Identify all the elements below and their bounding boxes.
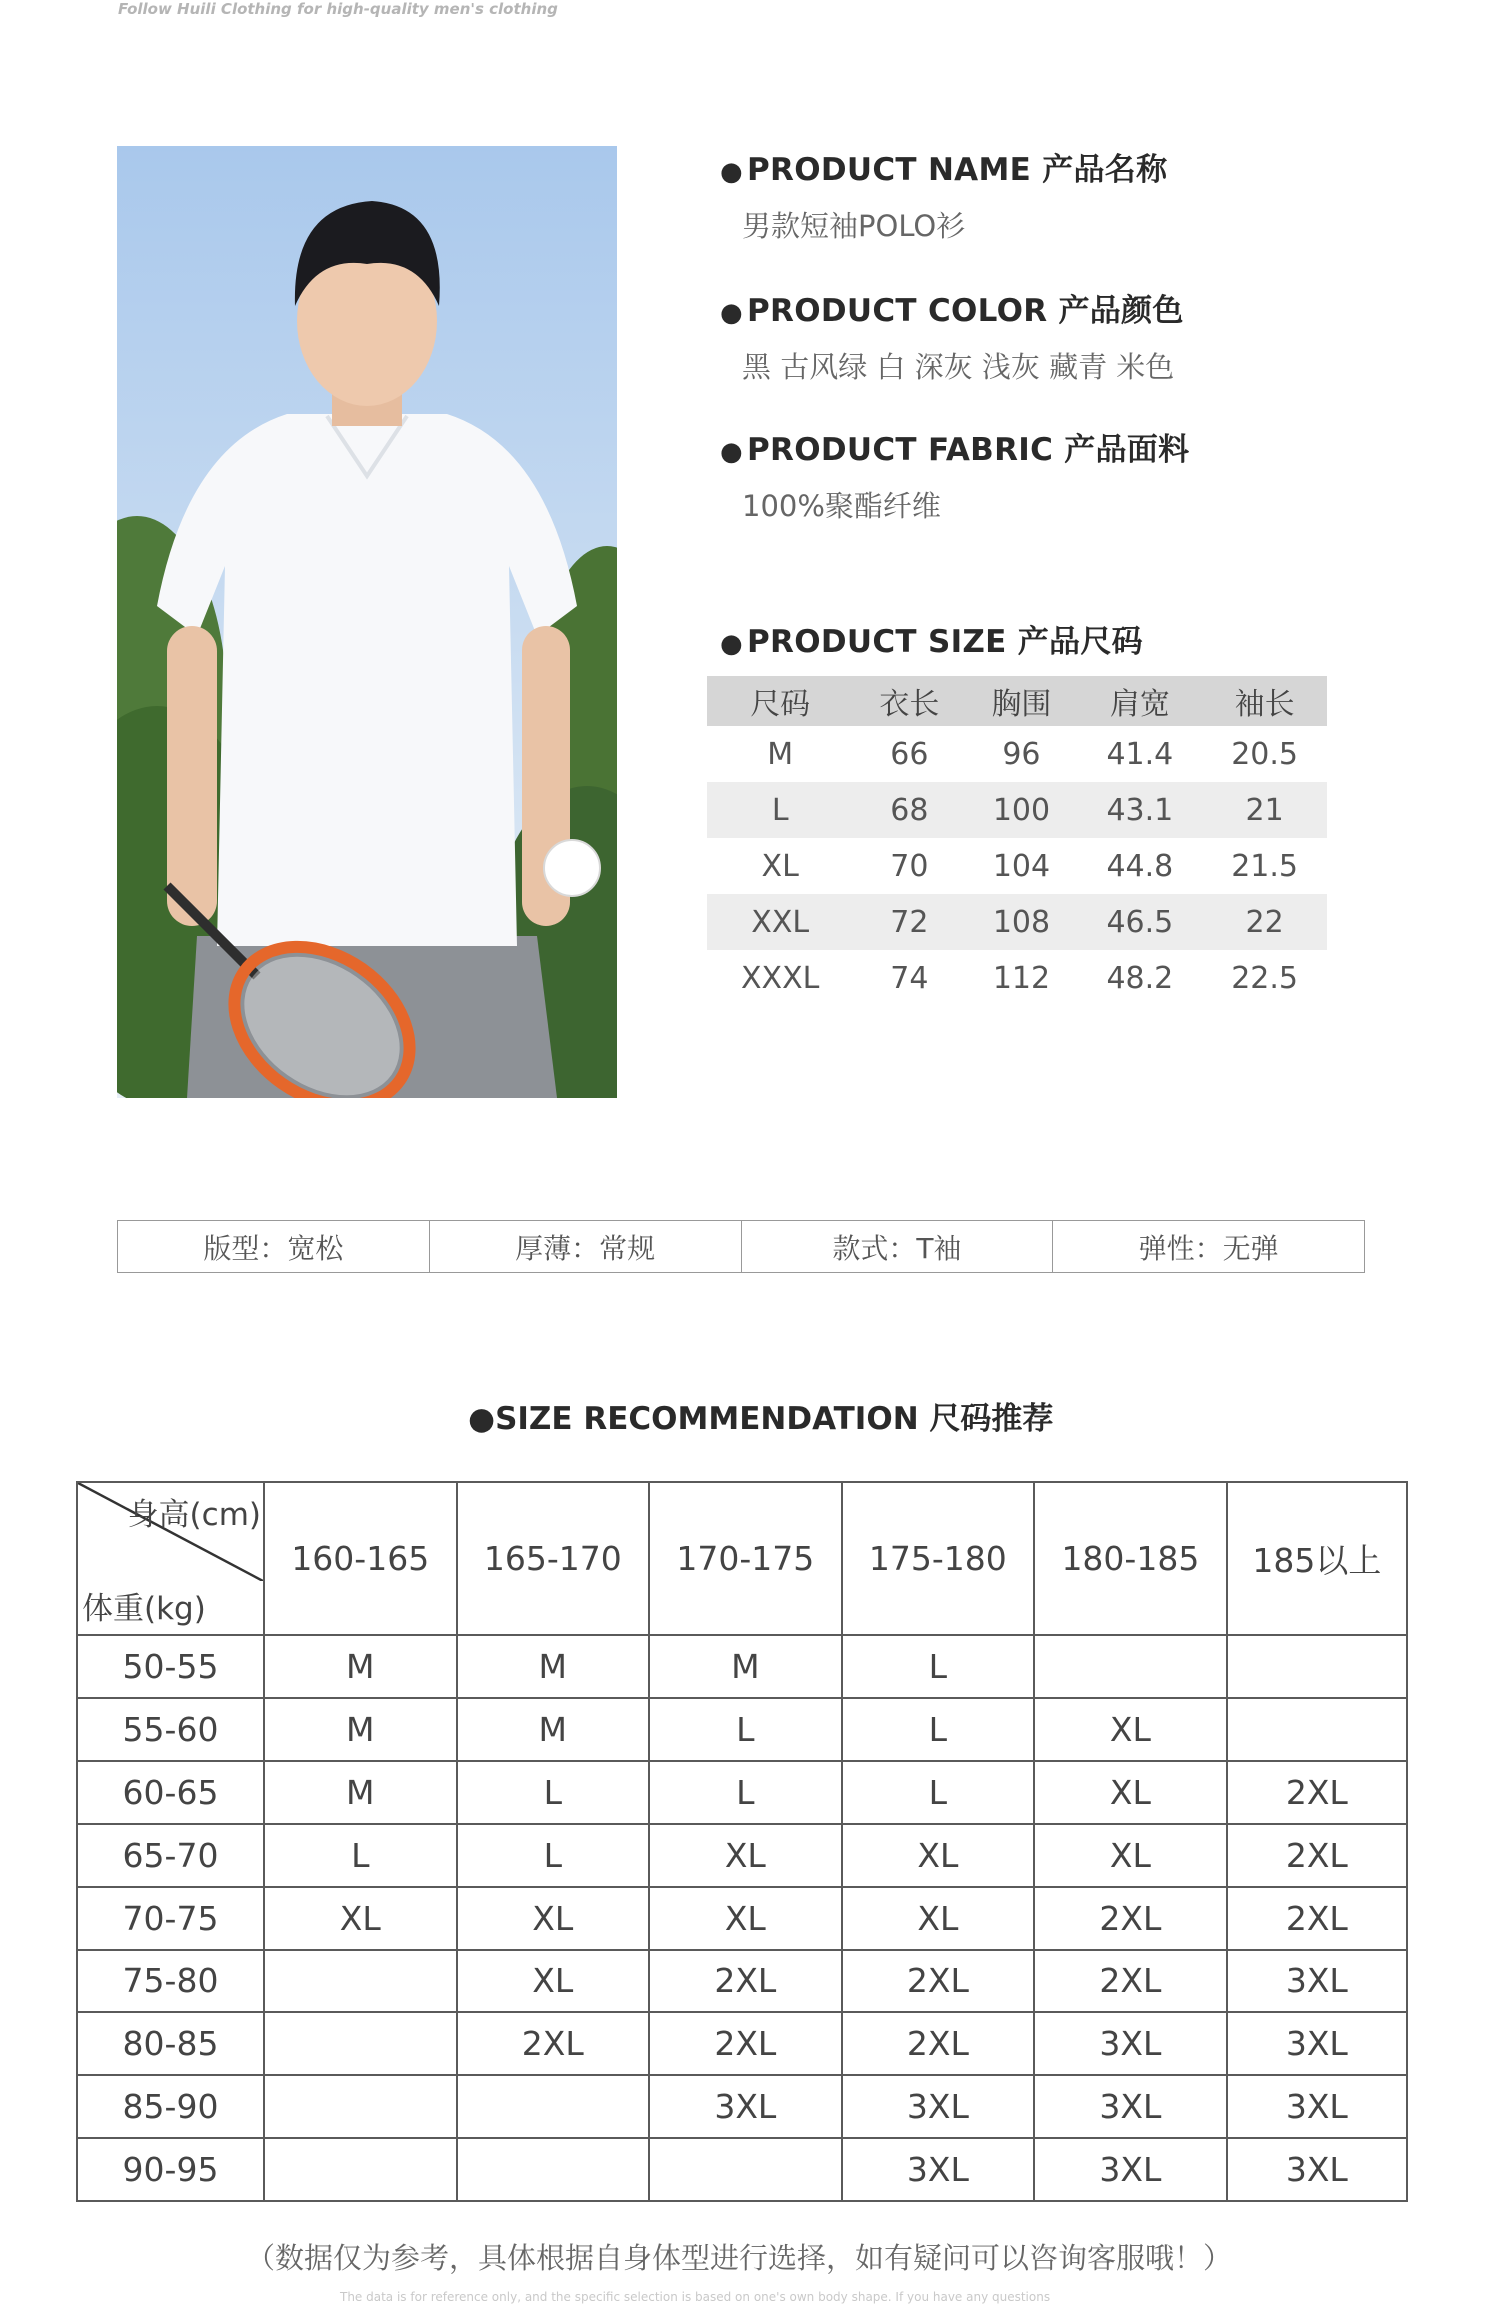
size-table-row <box>707 950 1327 1006</box>
product-photo <box>117 146 617 1098</box>
product-name-value: 男款短袖POLO衫 <box>742 209 966 243</box>
recommended-size-cell: XL <box>842 1824 1035 1887</box>
recommendation-row <box>77 1761 1407 1824</box>
recommendation-row <box>77 1698 1407 1761</box>
size-cell: 22 <box>1202 894 1327 950</box>
recommended-size-cell <box>1034 1635 1227 1698</box>
product-color-value: 黑 古风绿 白 深灰 浅灰 藏青 米色 <box>742 350 1175 384</box>
recommended-size-cell: 3XL <box>842 2075 1035 2138</box>
recommended-size-cell: 2XL <box>1034 1950 1227 2013</box>
attribute-fit: 版型：宽松 <box>118 1221 430 1272</box>
size-cell: XL <box>761 848 799 884</box>
bullet-icon: ● <box>720 629 743 659</box>
height-axis-label: 身高(cm) <box>127 1497 261 1533</box>
size-recommendation-table <box>76 1481 1408 2202</box>
recommended-size-cell: XL <box>649 1887 842 1950</box>
recommended-size-cell <box>1227 1635 1407 1698</box>
recommended-size-cell: 3XL <box>1034 2075 1227 2138</box>
recommended-size-cell <box>457 2138 650 2201</box>
recommended-size-cell: 2XL <box>1227 1824 1407 1887</box>
recommended-size-cell: XL <box>1034 1824 1227 1887</box>
size-cell: 96 <box>1002 736 1041 772</box>
size-cell: 21.5 <box>1231 848 1298 884</box>
product-color-heading: ● PRODUCT COLOR 产品颜色 <box>720 293 1184 329</box>
recommendation-row <box>77 2012 1407 2075</box>
recommended-size-cell <box>264 2012 457 2075</box>
recommendation-corner-cell <box>77 1482 264 1635</box>
weight-range-cell: 90-95 <box>77 2138 264 2201</box>
height-header-cell: 165-170 <box>457 1482 650 1635</box>
recommended-size-cell: M <box>264 1635 457 1698</box>
product-name-heading: ● PRODUCT NAME 产品名称 <box>720 152 1168 188</box>
footnote-english: The data is for reference only, and the specific selection is based on one's own body shape. If you have any questions <box>340 2290 1051 2304</box>
product-fabric-heading: ● PRODUCT FABRIC 产品面料 <box>720 432 1190 468</box>
size-cell: 72 <box>853 894 965 950</box>
weight-range-cell: 65-70 <box>77 1824 264 1887</box>
size-cell: 100 <box>965 782 1077 838</box>
size-table-row <box>707 894 1327 950</box>
recommended-size-cell: 3XL <box>1227 2138 1407 2201</box>
weight-range-cell: 75-80 <box>77 1950 264 2013</box>
recommended-size-cell <box>457 2075 650 2138</box>
recommended-size-cell: 3XL <box>1227 1950 1407 2013</box>
recommended-size-cell <box>649 2138 842 2201</box>
recommended-size-cell <box>264 2075 457 2138</box>
size-table-row <box>707 726 1327 782</box>
recommended-size-cell: 3XL <box>1034 2138 1227 2201</box>
size-table-header <box>707 676 1327 726</box>
recommended-size-cell: L <box>457 1761 650 1824</box>
size-cell: 48.2 <box>1106 960 1174 996</box>
recommended-size-cell: L <box>842 1761 1035 1824</box>
attribute-thickness: 厚薄：常规 <box>430 1221 742 1272</box>
height-header-cell: 175-180 <box>842 1482 1035 1635</box>
size-cell: 44.8 <box>1106 848 1174 884</box>
size-cell: L <box>707 782 853 838</box>
size-cell: 74 <box>890 960 929 996</box>
recommended-size-cell: M <box>457 1635 650 1698</box>
weight-range-cell: 50-55 <box>77 1635 264 1698</box>
attribute-strip <box>117 1220 1365 1273</box>
recommendation-row <box>77 1887 1407 1950</box>
recommended-size-cell: XL <box>457 1950 650 2013</box>
recommended-size-cell: XL <box>649 1824 842 1887</box>
size-cell: 66 <box>890 736 929 772</box>
weight-range-cell: 80-85 <box>77 2012 264 2075</box>
recommended-size-cell: M <box>264 1761 457 1824</box>
recommended-size-cell: L <box>649 1698 842 1761</box>
height-header-cell: 160-165 <box>264 1482 457 1635</box>
recommended-size-cell: XL <box>457 1887 650 1950</box>
recommended-size-cell: 3XL <box>1227 2012 1407 2075</box>
recommended-size-cell: XL <box>842 1887 1035 1950</box>
size-header-cell: 袖长 <box>1202 676 1327 726</box>
size-cell: 21 <box>1202 782 1327 838</box>
size-table-row <box>707 782 1327 838</box>
recommended-size-cell: L <box>842 1635 1035 1698</box>
recommended-size-cell: 2XL <box>842 2012 1035 2075</box>
recommended-size-cell: 2XL <box>649 2012 842 2075</box>
recommended-size-cell <box>264 2138 457 2201</box>
weight-range-cell: 60-65 <box>77 1761 264 1824</box>
product-fabric-value: 100%聚酯纤维 <box>742 489 941 523</box>
recommended-size-cell: M <box>264 1698 457 1761</box>
recommendation-row <box>77 1950 1407 2013</box>
size-table-row <box>707 838 1327 894</box>
size-cell: 43.1 <box>1077 782 1202 838</box>
size-cell: 112 <box>992 960 1051 996</box>
recommended-size-cell: M <box>457 1698 650 1761</box>
recommended-size-cell: L <box>264 1824 457 1887</box>
height-header-cell: 185以上 <box>1227 1482 1407 1635</box>
recommendation-row <box>77 1635 1407 1698</box>
size-cell: 20.5 <box>1231 736 1298 772</box>
brand-tagline: Follow Huili Clothing for high-quality men's clothing <box>118 0 558 18</box>
size-cell: 46.5 <box>1077 894 1202 950</box>
size-header-cell: 肩宽 <box>1077 676 1202 726</box>
recommended-size-cell: 3XL <box>649 2075 842 2138</box>
recommended-size-cell: XL <box>264 1887 457 1950</box>
size-cell: XXXL <box>741 960 820 996</box>
size-cell: 108 <box>965 894 1077 950</box>
recommendation-row <box>77 2075 1407 2138</box>
recommended-size-cell: 2XL <box>649 1950 842 2013</box>
recommended-size-cell: 2XL <box>1227 1761 1407 1824</box>
bullet-icon: ● <box>720 437 743 467</box>
recommended-size-cell <box>264 1950 457 2013</box>
recommended-size-cell: L <box>649 1761 842 1824</box>
weight-range-cell: 55-60 <box>77 1698 264 1761</box>
recommended-size-cell: 2XL <box>842 1950 1035 2013</box>
weight-range-cell: 85-90 <box>77 2075 264 2138</box>
recommended-size-cell <box>1227 1698 1407 1761</box>
height-header-cell: 170-175 <box>649 1482 842 1635</box>
size-cell: 104 <box>992 848 1051 884</box>
weight-range-cell: 70-75 <box>77 1887 264 1950</box>
recommended-size-cell: 2XL <box>1034 1887 1227 1950</box>
recommendation-row <box>77 2138 1407 2201</box>
size-cell: 68 <box>853 782 965 838</box>
size-cell: 70 <box>890 848 929 884</box>
height-header-cell: 180-185 <box>1034 1482 1227 1635</box>
size-header-cell: 尺码 <box>707 676 853 726</box>
recommended-size-cell: XL <box>1034 1761 1227 1824</box>
recommendation-row <box>77 1824 1407 1887</box>
size-recommendation-heading: ●SIZE RECOMMENDATION 尺码推荐 <box>468 1401 1054 1437</box>
bullet-icon: ● <box>720 157 743 187</box>
size-cell: 41.4 <box>1106 736 1174 772</box>
recommended-size-cell: M <box>649 1635 842 1698</box>
recommended-size-cell: 3XL <box>842 2138 1035 2201</box>
bullet-icon: ● <box>468 1401 496 1437</box>
recommended-size-cell: 2XL <box>457 2012 650 2075</box>
size-table <box>707 676 1327 1006</box>
bullet-icon: ● <box>720 298 743 328</box>
product-size-heading: ● PRODUCT SIZE 产品尺码 <box>720 624 1143 660</box>
size-cell: M <box>767 736 794 772</box>
size-cell: XXL <box>707 894 853 950</box>
recommended-size-cell: 3XL <box>1227 2075 1407 2138</box>
recommended-size-cell: 3XL <box>1034 2012 1227 2075</box>
footnote: （数据仅为参考，具体根据自身体型进行选择，如有疑问可以咨询客服哦！） <box>246 2241 1233 2275</box>
recommendation-header-row <box>77 1482 1407 1635</box>
size-header-cell: 衣长 <box>853 676 965 726</box>
attribute-elasticity: 弹性：无弹 <box>1138 1231 1279 1265</box>
weight-axis-label: 体重(kg) <box>82 1591 206 1628</box>
recommended-size-cell: 2XL <box>1227 1887 1407 1950</box>
attribute-style: 款式：T袖 <box>742 1221 1054 1272</box>
size-header-cell: 胸围 <box>965 676 1077 726</box>
recommended-size-cell: L <box>457 1824 650 1887</box>
size-cell: 22.5 <box>1231 960 1298 996</box>
recommended-size-cell: L <box>842 1698 1035 1761</box>
recommended-size-cell: XL <box>1034 1698 1227 1761</box>
